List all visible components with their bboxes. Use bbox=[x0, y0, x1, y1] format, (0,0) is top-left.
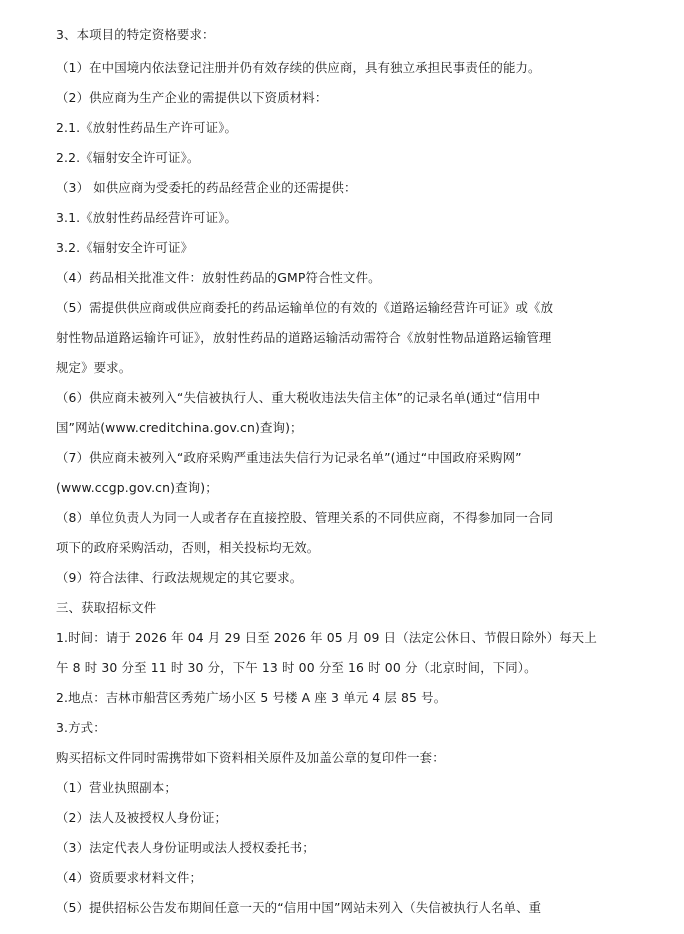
material-item-4: （4）资质要求材料文件； bbox=[56, 870, 202, 885]
requirement-item-4: （4）药品相关批准文件：放射性药品的GMP符合性文件。 bbox=[56, 270, 381, 285]
requirement-item-6-line-2: 国”网站(www.creditchina.gov.cn)查询)； bbox=[56, 420, 303, 435]
requirement-item-6-line-1: （6）供应商未被列入“失信被执行人、重大税收违法失信主体”的记录名单(通过“信用中 bbox=[56, 390, 541, 405]
obtain-time-line-1: 1.时间：请于 2026 年 04 月 29 日至 2026 年 05 月 09 日（法定公休日、节假日除外）每天上 bbox=[56, 630, 597, 645]
requirement-subitem-3-1: 3.1.《放射性药品经营许可证》。 bbox=[56, 210, 238, 225]
requirement-item-8-line-2: 项下的政府采购活动，否则，相关投标均无效。 bbox=[56, 540, 320, 555]
obtain-location: 2.地点：吉林市船营区秀苑广场小区 5 号楼 A 座 3 单元 4 层 85 号。 bbox=[56, 690, 447, 705]
requirement-item-5-line-1: （5）需提供供应商或供应商委托的药品运输单位的有效的《道路运输经营许可证》或《放 bbox=[56, 300, 554, 315]
requirement-subitem-3-2: 3.2.《辐射安全许可证》 bbox=[56, 240, 194, 255]
requirement-item-2: （2）供应商为生产企业的需提供以下资质材料： bbox=[56, 90, 328, 105]
requirement-item-7-line-1: （7）供应商未被列入“政府采购严重违法失信行为记录名单”(通过“中国政府采购网” bbox=[56, 450, 522, 465]
material-item-3: （3）法定代表人身份证明或法人授权委托书； bbox=[56, 840, 315, 855]
requirement-item-3: （3） 如供应商为受委托的药品经营企业的还需提供： bbox=[56, 180, 357, 195]
requirement-item-5-line-3: 规定》要求。 bbox=[56, 360, 132, 375]
material-item-5: （5）提供招标公告发布期间任意一天的“信用中国”网站未列入（失信被执行人名单、重 bbox=[56, 900, 542, 915]
material-item-1: （1）营业执照副本； bbox=[56, 780, 177, 795]
material-item-2: （2）法人及被授权人身份证； bbox=[56, 810, 228, 825]
section-heading-qualifications: 3、本项目的特定资格要求： bbox=[56, 27, 215, 42]
requirement-item-8-line-1: （8）单位负责人为同一人或者存在直接控股、管理关系的不同供应商，不得参加同一合同 bbox=[56, 510, 554, 525]
requirement-item-5-line-2: 射性物品道路运输许可证》，放射性药品的道路运输活动需符合《放射性物品道路运输管理 bbox=[56, 330, 552, 345]
obtain-time-line-2: 午 8 时 30 分至 11 时 30 分，下午 13 时 00 分至 16 时 00 分（北京时间，下同）。 bbox=[56, 660, 537, 675]
requirement-item-1: （1）在中国境内依法登记注册并仍有效存续的供应商，具有独立承担民事责任的能力。 bbox=[56, 60, 541, 75]
requirement-item-9: （9）符合法律、行政法规规定的其它要求。 bbox=[56, 570, 303, 585]
requirement-item-7-line-2: (www.ccgp.gov.cn)查询)； bbox=[56, 480, 218, 495]
obtain-method-heading: 3.方式： bbox=[56, 720, 106, 735]
requirement-subitem-2-1: 2.1.《放射性药品生产许可证》。 bbox=[56, 120, 238, 135]
obtain-method-intro: 购买招标文件同时需携带如下资料相关原件及加盖公章的复印件一套： bbox=[56, 750, 445, 765]
requirement-subitem-2-2: 2.2.《辐射安全许可证》。 bbox=[56, 150, 200, 165]
section-heading-obtain-documents: 三、获取招标文件 bbox=[56, 600, 157, 615]
